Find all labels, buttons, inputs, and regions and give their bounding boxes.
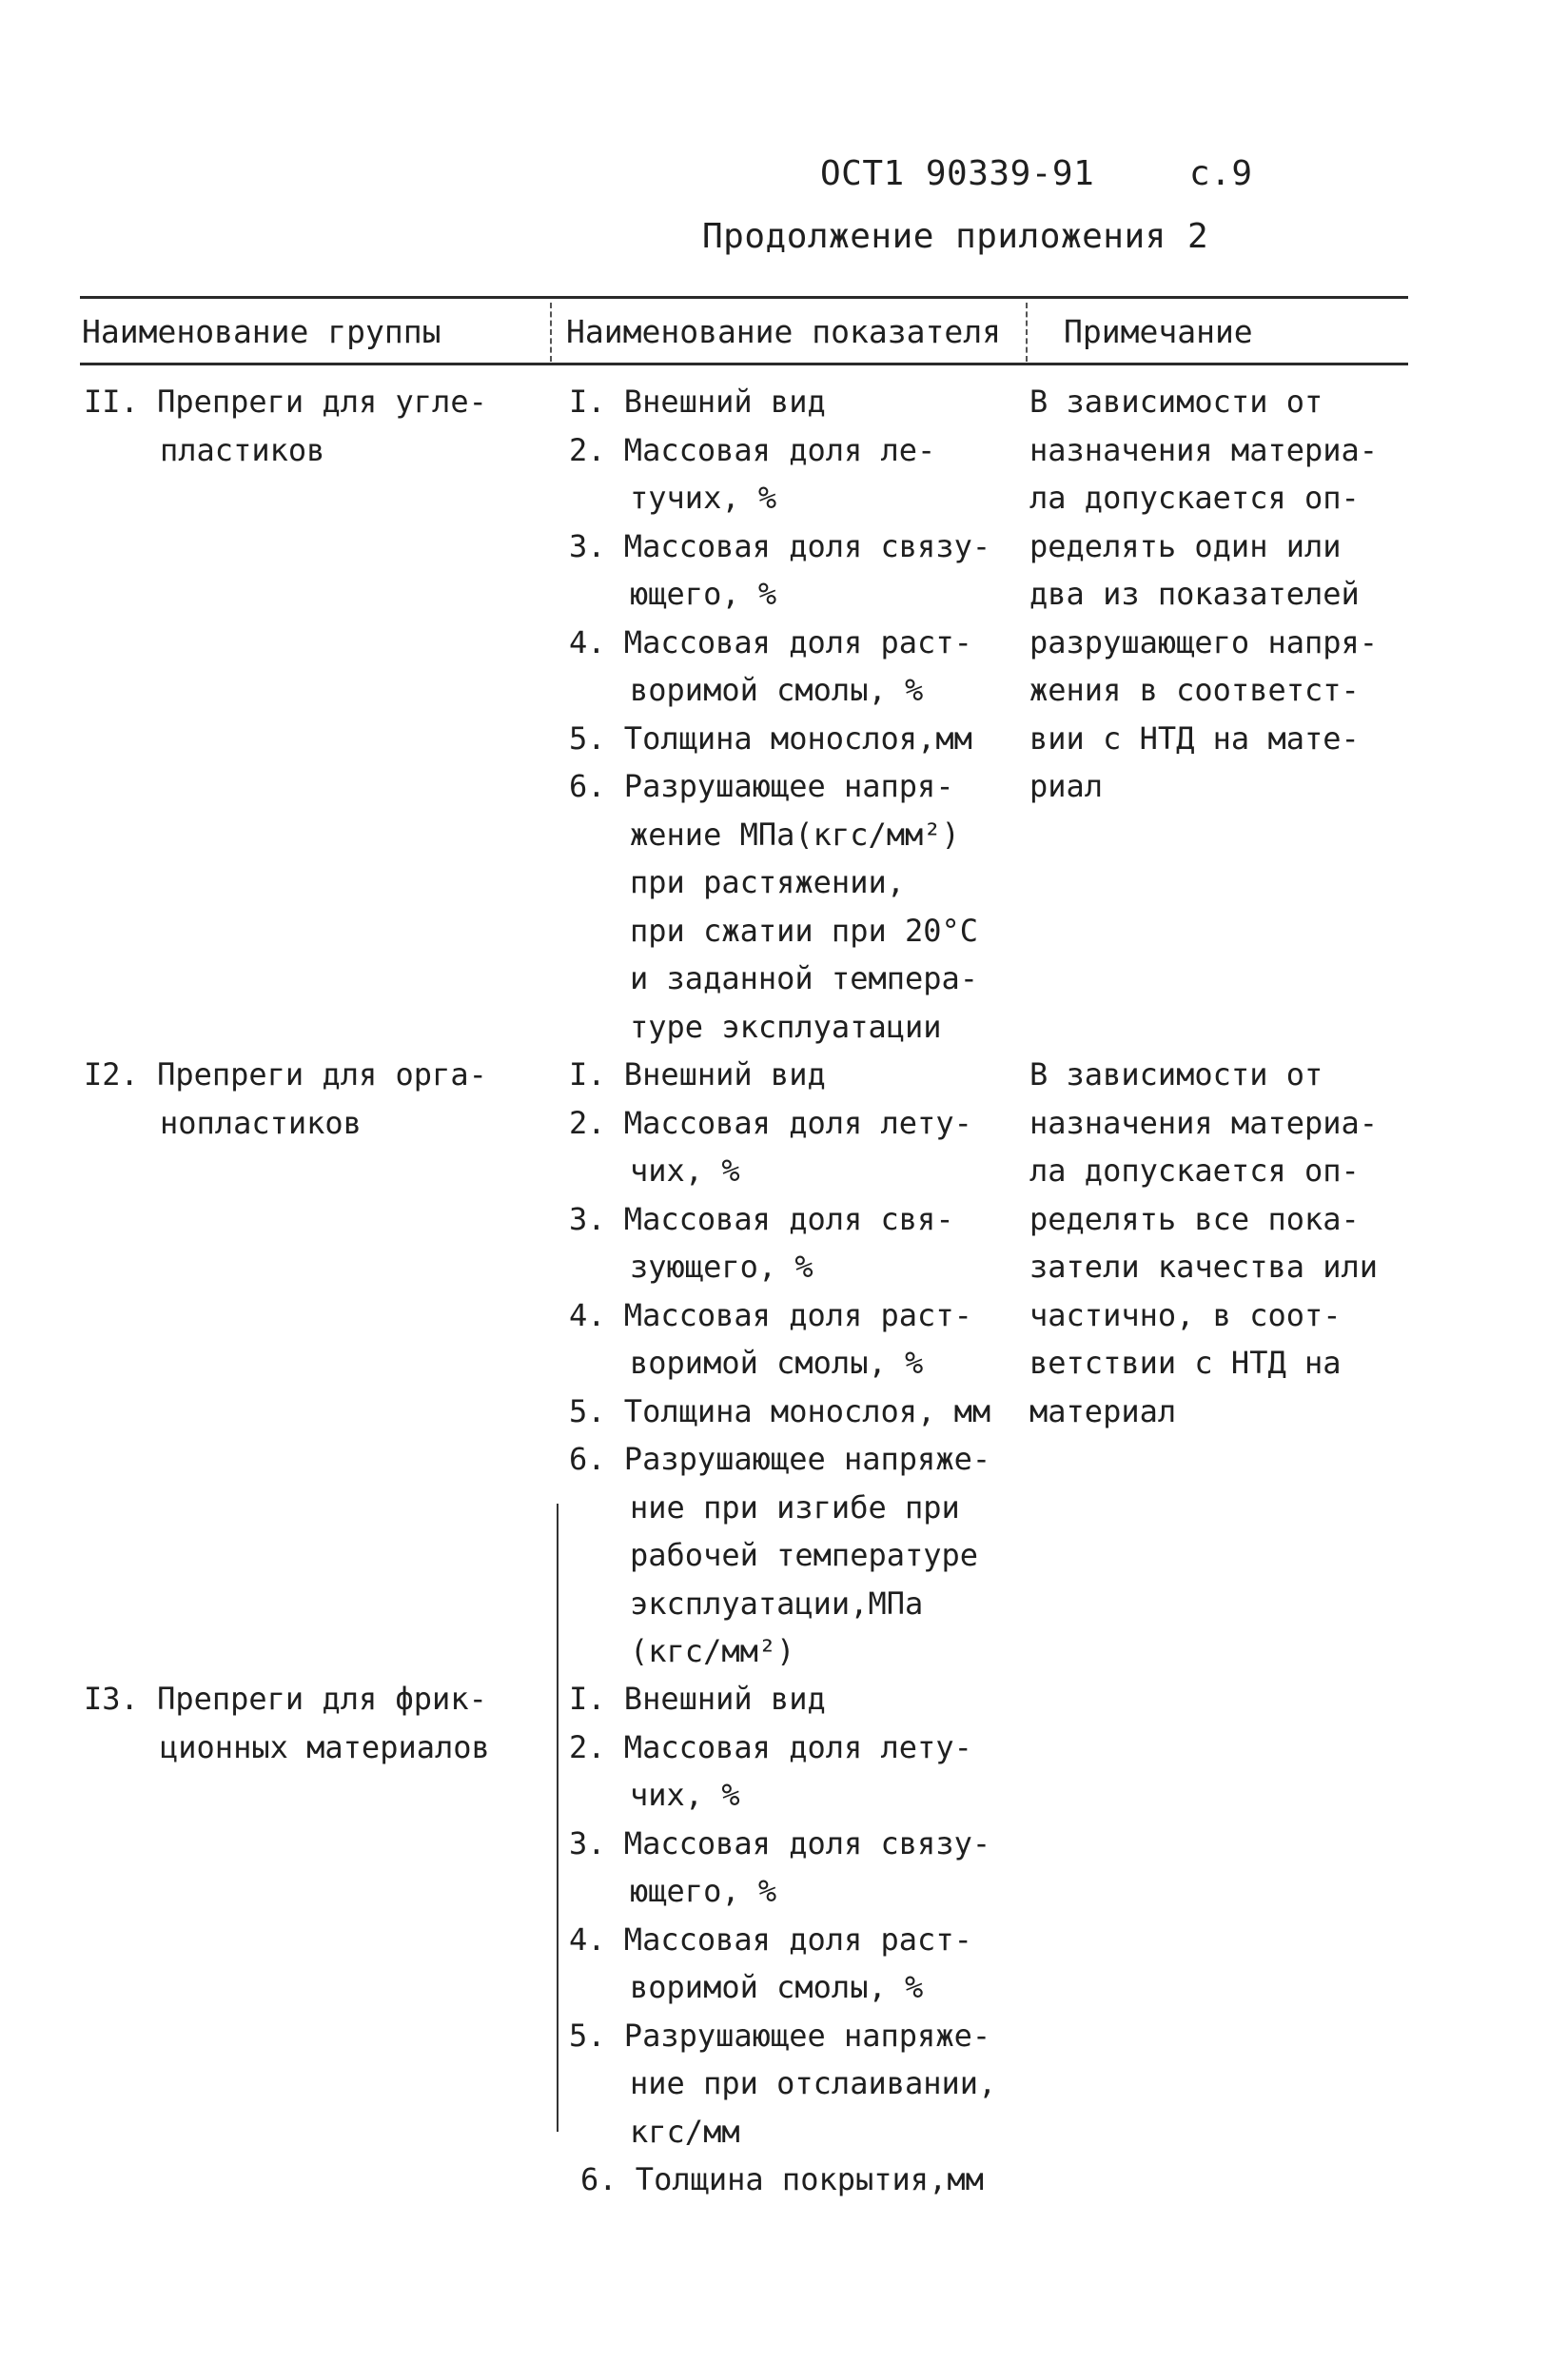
indicator-line: 4. Массовая доля раст-: [569, 623, 972, 660]
table-top-rule: [80, 296, 1408, 299]
column-divider: [550, 303, 552, 362]
row-indicator-cell: [569, 1051, 990, 1676]
note-line: ределять один или: [1029, 527, 1342, 564]
column-divider: [1026, 303, 1028, 362]
note-line: материал: [1029, 1392, 1177, 1429]
row-group-cell: [84, 1675, 490, 1771]
indicator-line: воримой смолы, %: [630, 672, 924, 708]
indicator-line: зующего, %: [630, 1249, 813, 1285]
indicator-line: 5. Разрушающее напряже-: [569, 2017, 991, 2054]
header-group: Наименование группы: [82, 313, 441, 350]
row-indicator-cell: [569, 378, 990, 1051]
header-indicator: Наименование показателя: [566, 313, 1001, 350]
row-group-cell: [84, 1051, 487, 1147]
indicator-line: I. Внешний вид: [569, 384, 826, 420]
indicator-line: при растяжении,: [630, 864, 905, 900]
indicator-line: I. Внешний вид: [569, 1681, 826, 1717]
indicator-line: 2. Массовая доля ле-: [569, 431, 936, 468]
note-line: ределять все пока-: [1029, 1200, 1360, 1237]
indicator-line: 6. Толщина покрытия,мм: [580, 2161, 984, 2197]
indicator-line: воримой смолы, %: [630, 1345, 924, 1381]
indicator-line: (кгс/мм²): [630, 1633, 795, 1669]
indicator-line: рабочей температуре: [630, 1537, 979, 1573]
indicator-line: 3. Массовая доля свя-: [569, 1200, 954, 1237]
indicator-line: тучих, %: [630, 480, 777, 516]
indicator-line: ние при изгибе при: [630, 1488, 960, 1526]
indicator-line: и заданной темпера-: [630, 960, 979, 996]
group-line: нопластиков: [160, 1104, 362, 1141]
indicator-line: при сжатии при 20°С: [630, 912, 979, 949]
group-line: II. Препреги для угле-: [84, 384, 487, 420]
indicator-line: 4. Массовая доля раст-: [569, 1296, 972, 1333]
indicator-line: чих, %: [630, 1777, 740, 1813]
column-divider: [557, 1504, 559, 2132]
indicator-line: жение МПа(кгс/мм²): [630, 816, 960, 853]
indicator-line: 3. Массовая доля связу-: [569, 1824, 991, 1861]
group-line: I3. Препреги для фрик-: [84, 1681, 487, 1717]
document-code: ОСТ1 90339-91: [820, 154, 1095, 193]
note-line: ла допускается оп-: [1029, 1152, 1360, 1189]
indicator-line: ние при отслаивании,: [630, 2065, 997, 2101]
indicator-line: 3. Массовая доля связу-: [569, 527, 991, 564]
note-line: назначения материа-: [1029, 431, 1379, 468]
row-note-cell: [1029, 1051, 1378, 1435]
header-note: Примечание: [1064, 313, 1253, 350]
continuation-title: Продолжение приложения 2: [702, 217, 1209, 256]
indicator-line: 2. Массовая доля лету-: [569, 1728, 972, 1765]
indicator-line: воримой смолы, %: [630, 1969, 924, 2005]
indicator-line: 2. Массовая доля лету-: [569, 1104, 972, 1141]
note-line: В зависимости от: [1029, 384, 1323, 420]
note-line: частично, в соот-: [1029, 1296, 1342, 1333]
row-group-cell: [84, 378, 487, 474]
note-line: жения в соответст-: [1029, 672, 1360, 708]
group-line: ционных материалов: [160, 1728, 490, 1765]
note-line: ветствии с НТД на: [1029, 1345, 1342, 1381]
table-header-rule: [80, 363, 1408, 365]
note-line: В зависимости от: [1029, 1056, 1323, 1093]
row-note-cell: [1029, 378, 1378, 811]
note-line: два из показателей: [1029, 576, 1360, 612]
note-line: риал: [1029, 768, 1104, 804]
indicator-line: эксплуатации,МПа: [630, 1585, 924, 1622]
group-line: пластиков: [160, 431, 325, 468]
note-line: разрушающего напря-: [1029, 623, 1379, 660]
indicator-line: ющего, %: [630, 1873, 777, 1909]
group-line: I2. Препреги для орга-: [84, 1056, 487, 1093]
indicator-line: 6. Разрушающее напря-: [569, 768, 954, 804]
note-line: вии с НТД на мате-: [1029, 719, 1360, 757]
indicator-line: 5. Толщина монослоя,мм: [569, 719, 972, 757]
page-number: с.9: [1189, 154, 1253, 193]
indicator-line: туре эксплуатации: [630, 1008, 942, 1045]
note-line: затели качества или: [1029, 1249, 1379, 1285]
indicator-line: кгс/мм: [630, 2113, 740, 2150]
indicator-line: 5. Толщина монослоя, мм: [569, 1392, 991, 1429]
note-line: ла допускается оп-: [1029, 480, 1360, 516]
indicator-line: 4. Массовая доля раст-: [569, 1920, 972, 1958]
indicator-line: 6. Разрушающее напряже-: [569, 1441, 991, 1477]
indicator-line: чих, %: [630, 1152, 740, 1189]
indicator-line: ющего, %: [630, 576, 777, 612]
note-line: назначения материа-: [1029, 1104, 1379, 1141]
row-indicator-cell: [569, 1675, 996, 2204]
indicator-line: I. Внешний вид: [569, 1056, 826, 1093]
